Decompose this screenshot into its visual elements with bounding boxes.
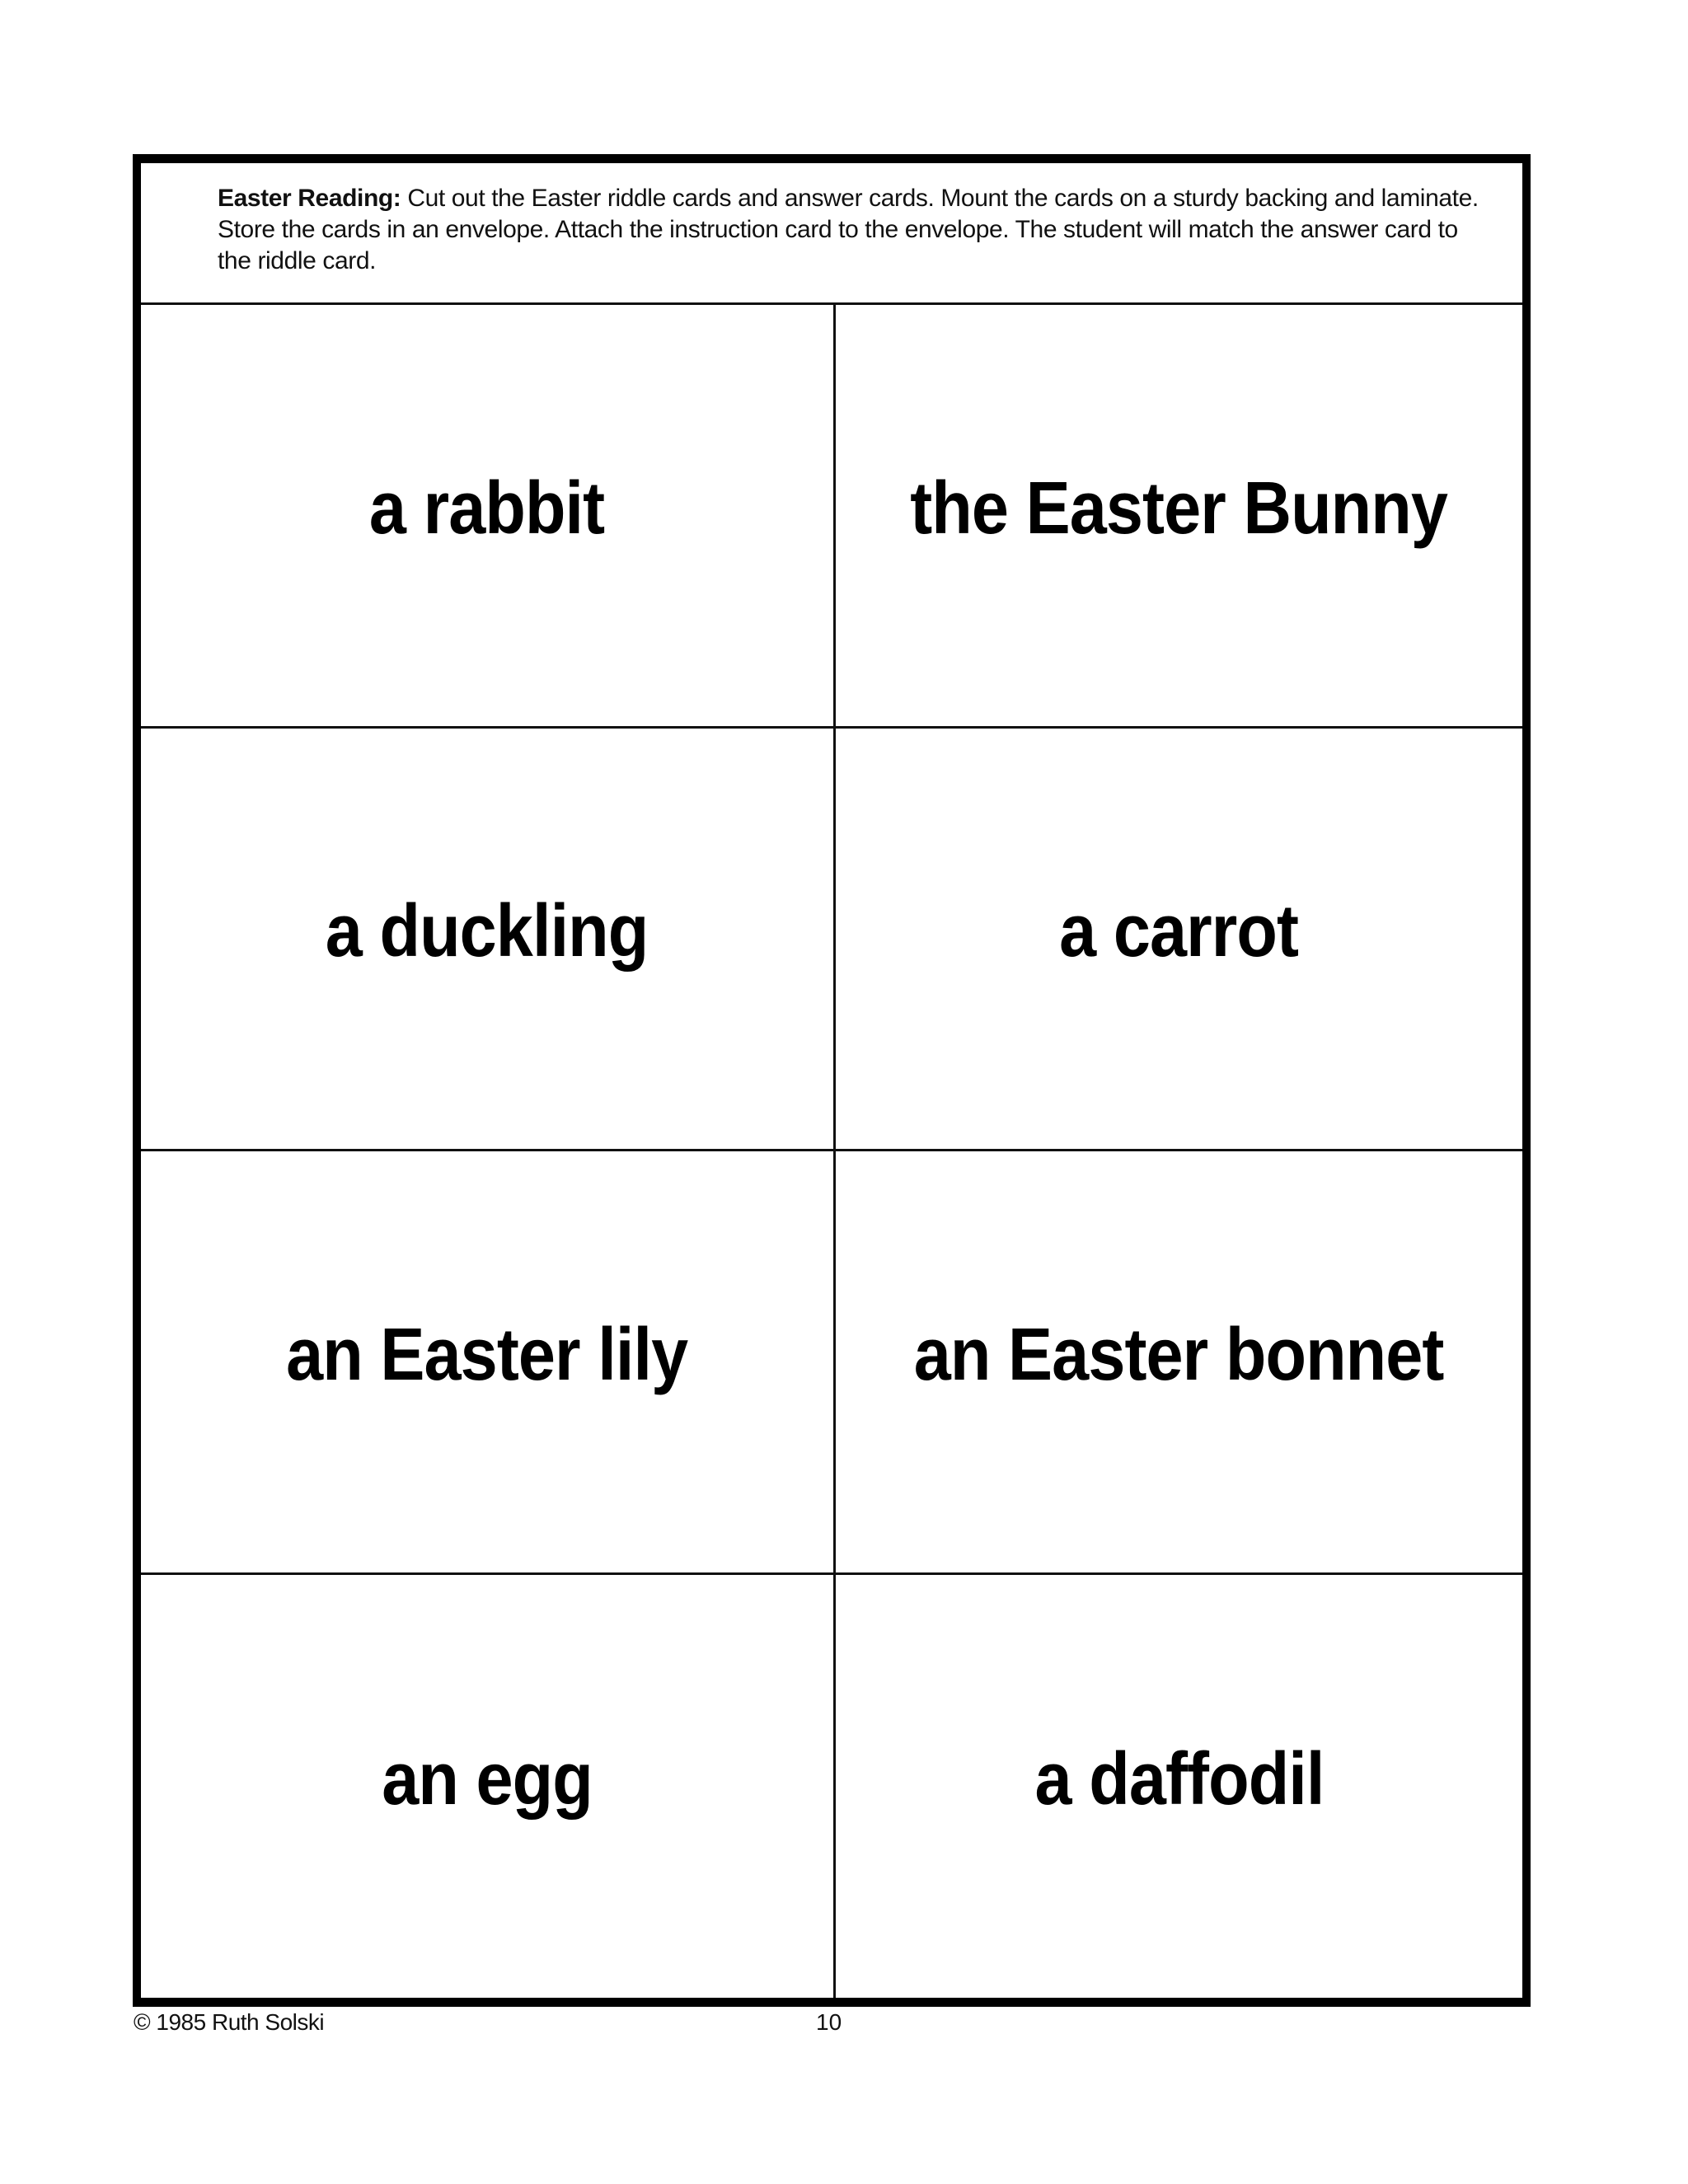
answer-card-text: a duckling <box>326 890 649 973</box>
answer-card-text: a carrot <box>1059 890 1299 973</box>
answer-card-text: the Easter Bunny <box>910 466 1448 550</box>
answer-card-text: an Easter bonnet <box>914 1313 1444 1396</box>
answer-card <box>836 729 1522 1152</box>
answer-card <box>141 1151 836 1575</box>
answer-card <box>836 1151 1522 1575</box>
instructions-title: Easter Reading: <box>218 185 401 212</box>
answer-card-grid <box>141 305 1522 1998</box>
copyright-notice: © 1985 Ruth Solski <box>134 2009 325 2035</box>
answer-card-text: a daffodil <box>1034 1737 1324 1821</box>
answer-card-text: a rabbit <box>369 466 605 550</box>
answer-card-text: an Easter lily <box>286 1313 688 1396</box>
page-number: 10 <box>816 2009 842 2035</box>
answer-card <box>836 1575 1522 1999</box>
answer-card <box>141 1575 836 1999</box>
answer-card <box>141 729 836 1152</box>
instructions-text: Cut out the Easter riddle cards and answer cards. Mount the cards on a sturdy backing and laminate. Store the cards in an envelope. Attach the instruction card to the envelope. The student will match the answer card to the riddle card. <box>218 185 1479 274</box>
answer-card-text: an egg <box>382 1737 593 1821</box>
answer-card <box>141 305 836 729</box>
answer-card <box>836 305 1522 729</box>
instructions-panel <box>141 163 1522 305</box>
answer-card-sheet <box>133 154 1531 2007</box>
